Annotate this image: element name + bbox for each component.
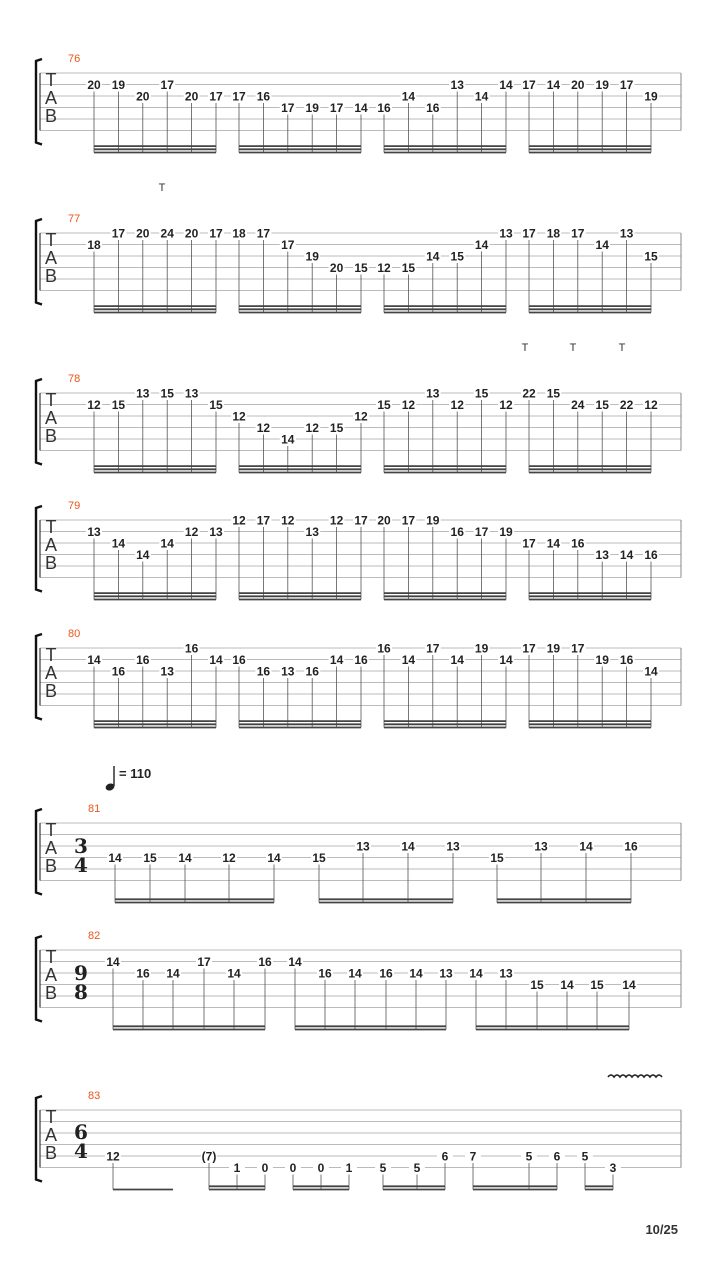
fret-number: 14	[160, 536, 174, 551]
fret-number: 13	[136, 386, 150, 401]
system-bracket	[36, 506, 42, 592]
fret-number: 13	[426, 386, 440, 401]
fret-number: 12	[184, 525, 199, 539]
fret-number: 16	[111, 664, 126, 679]
fret-number: 13	[305, 525, 319, 539]
fret-number: 17	[522, 536, 536, 551]
fret-number: 14	[401, 89, 416, 104]
tab-system	[36, 628, 681, 728]
fret-number: 15	[354, 261, 368, 275]
measure-number: 79	[68, 500, 81, 512]
fret-number: 1	[233, 1161, 241, 1175]
fret-number: 17	[522, 226, 536, 241]
tab-system	[36, 342, 681, 473]
fret-number: 14	[409, 966, 423, 981]
fret-number: 14	[209, 653, 223, 667]
tab-system	[36, 930, 681, 1030]
tab-clef-letter: B	[44, 1143, 58, 1163]
fret-number: 17	[329, 101, 344, 115]
fret-number: 0	[289, 1161, 297, 1175]
fret-number: 14	[474, 238, 489, 252]
fret-number: 20	[184, 226, 199, 241]
tab-clef-letter: A	[44, 1125, 58, 1145]
fret-number: 16	[256, 89, 271, 104]
fret-number: 19	[499, 525, 513, 539]
fret-number: 20	[329, 261, 344, 275]
fret-number: 13	[356, 839, 370, 854]
fret-number: 17	[522, 78, 536, 92]
fret-number: 14	[619, 548, 634, 562]
system-bracket	[36, 379, 42, 465]
fret-number: 13	[499, 226, 513, 241]
fret-number: 16	[379, 966, 393, 981]
fret-number: 15	[450, 249, 464, 264]
fret-number: 14	[227, 966, 241, 981]
tab-clef-letter: A	[44, 248, 58, 268]
fret-number: 12	[354, 409, 368, 424]
fret-number: 16	[624, 839, 638, 854]
fret-number: 17	[619, 78, 634, 92]
fret-number: 0	[261, 1161, 269, 1175]
fret-number: 5	[413, 1161, 421, 1175]
fret-number: 17	[571, 641, 585, 656]
fret-number: 12	[256, 421, 271, 435]
fret-number: 19	[595, 653, 609, 667]
tab-system	[36, 500, 681, 600]
fret-number: 16	[258, 955, 272, 969]
fret-number: 14	[166, 966, 180, 981]
fret-number: 12	[281, 513, 295, 528]
fret-number: 15	[590, 978, 604, 992]
time-signature-top: 3	[74, 834, 88, 858]
fret-number: 20	[184, 89, 199, 104]
tab-clef-letter: T	[45, 70, 57, 90]
measure-number: 77	[68, 213, 81, 225]
fret-number: 14	[267, 851, 281, 865]
fret-number: 19	[474, 641, 489, 656]
fret-number: 24	[571, 398, 585, 412]
fret-number: 12	[644, 398, 658, 412]
fret-number: 20	[136, 89, 150, 104]
fret-number: 17	[232, 89, 246, 104]
fret-number: 15	[401, 261, 416, 275]
system-bracket	[36, 1096, 42, 1182]
fret-number: 14	[546, 536, 561, 551]
fret-number: 6	[553, 1149, 561, 1164]
tab-clef-letter: B	[44, 553, 58, 573]
fret-number: 15	[111, 398, 126, 412]
fret-number: 13	[450, 78, 464, 92]
fret-number: 12	[305, 421, 319, 435]
tempo-value: = 110	[119, 766, 152, 781]
tapping-mark: T	[618, 342, 626, 354]
fret-number: 16	[136, 653, 150, 667]
fret-number: 17	[209, 89, 223, 104]
fret-number: 17	[197, 955, 211, 969]
fret-number: 7	[469, 1149, 477, 1164]
fret-number: 17	[401, 513, 416, 528]
fret-number: 14	[622, 978, 636, 992]
fret-number: 15	[644, 249, 658, 264]
fret-number: 19	[595, 78, 609, 92]
tab-system	[36, 53, 681, 153]
fret-number: 3	[609, 1161, 617, 1175]
fret-number: 13	[439, 966, 453, 981]
fret-number: 17	[256, 513, 271, 528]
tab-clef-letter: A	[44, 535, 58, 555]
fret-number: 15	[595, 398, 609, 412]
fret-number: 17	[281, 238, 295, 252]
system-bracket	[36, 936, 42, 1022]
fret-number: 13	[87, 525, 101, 539]
fret-number: 15	[377, 398, 391, 412]
fret-number: 20	[571, 78, 585, 92]
fret-number: 12	[450, 398, 464, 412]
tab-clef-letter: B	[44, 426, 58, 446]
fret-number: 17	[160, 78, 174, 92]
fret-number: 13	[184, 386, 199, 401]
fret-number: 5	[581, 1149, 589, 1164]
tab-clef-letter: T	[45, 947, 57, 967]
fret-number: 15	[143, 851, 157, 865]
tab-clef-letter: T	[45, 517, 57, 537]
fret-number: 0	[317, 1161, 325, 1175]
fret-number: 16	[450, 525, 464, 539]
fret-number: 12	[377, 261, 391, 275]
fret-number: 12	[401, 398, 416, 412]
fret-number: 20	[136, 226, 150, 241]
tab-system	[36, 1090, 681, 1190]
page-number: 10/25	[645, 1222, 678, 1237]
system-bracket	[36, 219, 42, 305]
fret-number: 14	[106, 955, 120, 969]
fret-number: 14	[499, 78, 513, 92]
measure-number: 82	[88, 930, 101, 942]
tab-clef-letter: T	[45, 1107, 57, 1127]
tab-clef-letter: B	[44, 266, 58, 286]
fret-number: 18	[546, 226, 561, 241]
fret-number: 15	[160, 386, 174, 401]
fret-number: 17	[354, 513, 368, 528]
fret-number: 14	[329, 653, 344, 667]
fret-number: 19	[426, 513, 440, 528]
time-signature-bottom: 4	[74, 853, 88, 877]
fret-number: 15	[474, 386, 489, 401]
fret-number: 14	[546, 78, 561, 92]
fret-number: 14	[288, 955, 302, 969]
fret-number: 14	[474, 89, 489, 104]
time-signature-top: 6	[74, 1120, 88, 1144]
tab-clef-letter: T	[45, 390, 57, 410]
fret-number: 19	[111, 78, 126, 92]
fret-number: 13	[209, 525, 223, 539]
fret-number: 19	[305, 101, 319, 115]
system-bracket	[36, 634, 42, 720]
fret-number: 16	[136, 966, 150, 981]
fret-number: 17	[256, 226, 271, 241]
fret-number: 1	[345, 1161, 353, 1175]
fret-number: 14	[136, 548, 150, 562]
fret-number: 6	[441, 1149, 449, 1164]
fret-number: 12	[232, 409, 246, 424]
vibrato-wave	[608, 1075, 662, 1077]
fret-number: 16	[232, 653, 246, 667]
tab-clef-letter: T	[45, 820, 57, 840]
fret-number: 14	[595, 238, 609, 252]
measure-number: 83	[88, 1090, 101, 1102]
measure-number: 80	[68, 628, 81, 640]
fret-number: 13	[595, 548, 609, 562]
fret-number: 16	[377, 101, 391, 115]
fret-number: 16	[426, 101, 440, 115]
fret-number: 12	[87, 398, 101, 412]
fret-number: 5	[525, 1149, 533, 1164]
tab-clef-letter: B	[44, 106, 58, 126]
time-signature-top: 9	[74, 961, 88, 985]
fret-number: 14	[108, 851, 122, 865]
fret-number: 5	[379, 1161, 387, 1175]
fret-number: 13	[160, 664, 174, 679]
fret-number: (7)	[201, 1149, 217, 1164]
fret-number: 14	[644, 664, 658, 679]
fret-number: 18	[232, 226, 246, 241]
tab-clef-letter: A	[44, 965, 58, 985]
fret-number: 16	[184, 641, 199, 656]
fret-number: 14	[426, 249, 440, 264]
tab-clef-letter: T	[45, 230, 57, 250]
fret-number: 12	[106, 1149, 120, 1164]
fret-number: 14	[111, 536, 126, 551]
fret-number: 12	[499, 398, 513, 412]
tab-clef-letter: T	[45, 645, 57, 665]
measure-number: 78	[68, 373, 81, 385]
fret-number: 13	[534, 839, 548, 854]
system-bracket	[36, 59, 42, 145]
fret-number: 15	[530, 978, 544, 992]
fret-number: 15	[490, 851, 504, 865]
fret-number: 20	[377, 513, 391, 528]
tab-clef-letter: B	[44, 681, 58, 701]
tab-clef-letter: A	[44, 408, 58, 428]
fret-number: 24	[160, 226, 174, 241]
fret-number: 19	[305, 249, 319, 264]
fret-number: 17	[209, 226, 223, 241]
fret-number: 14	[348, 966, 362, 981]
time-signature-bottom: 8	[74, 980, 88, 1004]
fret-number: 16	[571, 536, 585, 551]
fret-number: 13	[281, 664, 295, 679]
tab-clef-letter: A	[44, 663, 58, 683]
tab-system	[36, 803, 681, 903]
fret-number: 15	[209, 398, 223, 412]
fret-number: 14	[579, 839, 593, 854]
fret-number: 16	[619, 653, 634, 667]
tab-clef-letter: A	[44, 88, 58, 108]
fret-number: 17	[571, 226, 585, 241]
tapping-mark: T	[158, 182, 166, 194]
fret-number: 15	[312, 851, 326, 865]
fret-number: 14	[401, 653, 416, 667]
fret-number: 12	[329, 513, 344, 528]
fret-number: 22	[619, 398, 634, 412]
fret-number: 13	[619, 226, 634, 241]
fret-number: 13	[446, 839, 460, 854]
tapping-mark: T	[521, 342, 529, 354]
tab-clef-letter: A	[44, 838, 58, 858]
fret-number: 14	[450, 653, 464, 667]
fret-number: 17	[474, 525, 489, 539]
fret-number: 14	[281, 432, 295, 447]
fret-number: 14	[178, 851, 192, 865]
fret-number: 22	[522, 386, 536, 401]
fret-number: 16	[256, 664, 271, 679]
fret-number: 16	[305, 664, 319, 679]
system-bracket	[36, 809, 42, 895]
fret-number: 19	[546, 641, 561, 656]
fret-number: 12	[232, 513, 246, 528]
measure-number: 76	[68, 53, 81, 65]
measure-number: 81	[88, 803, 101, 815]
fret-number: 16	[354, 653, 368, 667]
fret-number: 17	[522, 641, 536, 656]
fret-number: 16	[377, 641, 391, 656]
fret-number: 19	[644, 89, 658, 104]
vibrato-mark	[608, 1075, 662, 1077]
fret-number: 17	[426, 641, 440, 656]
tempo-marking	[105, 766, 152, 792]
fret-number: 18	[87, 238, 101, 252]
fret-number: 16	[318, 966, 332, 981]
fret-number: 14	[499, 653, 513, 667]
fret-number: 12	[222, 851, 236, 865]
tab-clef-letter: B	[44, 983, 58, 1003]
tab-system	[36, 182, 681, 313]
fret-number: 17	[111, 226, 126, 241]
fret-number: 14	[401, 839, 415, 854]
fret-number: 14	[87, 653, 101, 667]
fret-number: 17	[281, 101, 295, 115]
fret-number: 20	[87, 78, 101, 92]
time-signature-bottom: 4	[74, 1139, 88, 1163]
fret-number: 14	[354, 101, 368, 115]
tab-clef-letter: B	[44, 856, 58, 876]
fret-number: 16	[644, 548, 658, 562]
fret-number: 15	[329, 421, 344, 435]
tapping-mark: T	[569, 342, 577, 354]
fret-number: 14	[560, 978, 574, 992]
fret-number: 14	[469, 966, 483, 981]
fret-number: 15	[546, 386, 561, 401]
fret-number: 13	[499, 966, 513, 981]
